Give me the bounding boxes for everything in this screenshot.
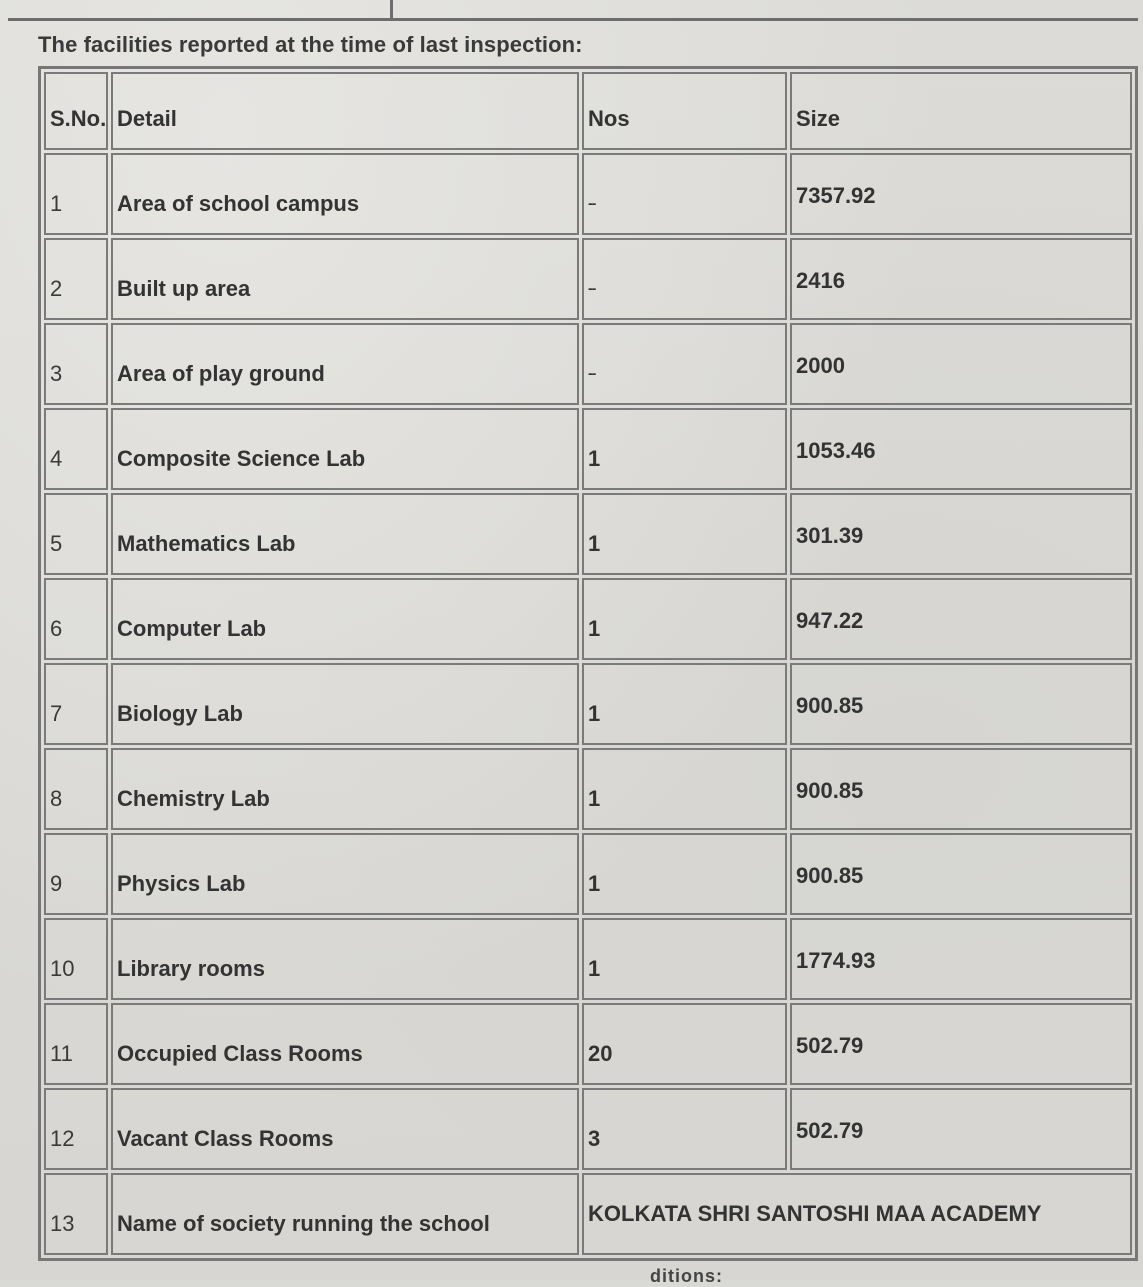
table-body: [44, 153, 1132, 1255]
cell-sno: [44, 578, 108, 660]
cell-size-text: 301.39: [796, 523, 864, 548]
society-name-text: KOLKATA SHRI SANTOSHI MAA ACADEMY: [588, 1201, 1042, 1226]
cell-detail-text: Physics Lab: [117, 871, 246, 896]
table-row: [44, 833, 1132, 915]
cell-sno: [44, 408, 108, 490]
cell-sno: [44, 918, 108, 1000]
table-row: [44, 663, 1132, 745]
cell-size: [790, 493, 1132, 575]
table-row-society: [44, 1173, 1132, 1255]
cell-nos-text: 1: [588, 616, 601, 641]
cell-detail-text: Composite Science Lab: [117, 446, 366, 471]
cell-nos-text: --: [588, 365, 596, 381]
cell-sno-text: 2: [50, 276, 63, 301]
cell-detail-text: Mathematics Lab: [117, 531, 296, 556]
cell-nos-text: 1: [588, 701, 601, 726]
table-row: [44, 493, 1132, 575]
cell-detail-text: Occupied Class Rooms: [117, 1041, 363, 1066]
cell-sno-text: 8: [50, 786, 63, 811]
cell-detail: [111, 153, 579, 235]
section-heading: The facilities reported at the time of last inspection:: [38, 32, 583, 57]
previous-table-divider: [390, 0, 393, 18]
cell-size: [790, 1003, 1132, 1085]
previous-table-edge: [8, 0, 1138, 21]
cell-size-text: 2416: [796, 268, 845, 293]
cell-size-text: 502.79: [796, 1033, 864, 1058]
cell-size-text: 947.22: [796, 608, 864, 633]
cell-size: [790, 238, 1132, 320]
cell-nos-text: 20: [588, 1041, 613, 1066]
cell-detail: [111, 493, 579, 575]
cell-sno-text: 7: [50, 701, 63, 726]
cell-size: [790, 1088, 1132, 1170]
cell-detail: [111, 1088, 579, 1170]
cell-sno: [44, 748, 108, 830]
cell-nos: [582, 578, 787, 660]
cell-sno-text: 9: [50, 871, 63, 896]
cell-detail-text: Area of school campus: [117, 191, 360, 216]
table-row: [44, 153, 1132, 235]
cell-detail-text: Built up area: [117, 276, 251, 301]
table-row: [44, 578, 1132, 660]
cell-size-text: 900.85: [796, 778, 864, 803]
cell-sno: [44, 663, 108, 745]
cell-detail: [111, 408, 579, 490]
cell-size-text: 7357.92: [796, 183, 876, 208]
cell-detail: [111, 748, 579, 830]
table-row: [44, 323, 1132, 405]
table-row: [44, 748, 1132, 830]
cell-size: [790, 153, 1132, 235]
cell-size-text: 900.85: [796, 693, 864, 718]
cell-size-text: 1774.93: [796, 948, 876, 973]
cell-nos-text: 3: [588, 1126, 601, 1151]
cell-nos-text: 1: [588, 956, 601, 981]
cell-nos: [582, 1088, 787, 1170]
cell-nos-text: --: [588, 195, 596, 211]
cell-sno-text: 1: [50, 191, 63, 216]
table-header-row: [44, 72, 1132, 150]
cell-nos: [582, 833, 787, 915]
cell-sno: [44, 153, 108, 235]
cell-nos-text: --: [588, 280, 596, 296]
header-nos: Nos: [582, 72, 787, 150]
cell-nos-text: 1: [588, 871, 601, 896]
cell-sno-text: 5: [50, 531, 63, 556]
cell-nos: [582, 408, 787, 490]
cell-detail: [111, 1003, 579, 1085]
cell-size: [790, 663, 1132, 745]
cell-detail: [111, 323, 579, 405]
cell-detail-text: Computer Lab: [117, 616, 267, 641]
cell-size: [790, 748, 1132, 830]
cell-nos: [582, 918, 787, 1000]
cell-detail: [111, 238, 579, 320]
cell-sno-text: 6: [50, 616, 63, 641]
cell-detail: [111, 578, 579, 660]
cell-nos: [582, 493, 787, 575]
cut-off-text: ditions:: [650, 1266, 723, 1286]
cell-sno-text: 4: [50, 446, 63, 471]
table-row: [44, 238, 1132, 320]
cell-detail-text: Library rooms: [117, 956, 265, 981]
cell-detail: [111, 1173, 579, 1255]
cell-sno: [44, 1003, 108, 1085]
cell-detail-text: Chemistry Lab: [117, 786, 270, 811]
cell-nos: [582, 323, 787, 405]
cell-size-text: 2000: [796, 353, 845, 378]
cell-detail-text: Name of society running the school: [117, 1211, 490, 1236]
cell-size-text: 502.79: [796, 1118, 864, 1143]
cell-society-name: [582, 1173, 1132, 1255]
cell-nos: [582, 153, 787, 235]
cell-sno: [44, 833, 108, 915]
cell-sno: [44, 1173, 108, 1255]
cell-nos: [582, 748, 787, 830]
table-row: [44, 918, 1132, 1000]
cell-size: [790, 408, 1132, 490]
facilities-table: [38, 66, 1138, 1261]
cell-size: [790, 578, 1132, 660]
header-sno: S.No.: [44, 72, 108, 150]
header-detail: Detail: [111, 72, 579, 150]
table-row: [44, 1003, 1132, 1085]
cell-nos-text: 1: [588, 786, 601, 811]
cell-sno-text: 3: [50, 361, 63, 386]
cell-sno-text: 12: [50, 1126, 75, 1151]
cell-sno-text: 10: [50, 956, 75, 981]
cell-sno-text: 11: [50, 1041, 73, 1066]
cell-sno: [44, 493, 108, 575]
cell-detail-text: Area of play ground: [117, 361, 325, 386]
cell-nos: [582, 663, 787, 745]
table-row: [44, 1088, 1132, 1170]
cell-sno: [44, 1088, 108, 1170]
cell-sno-text: 13: [50, 1211, 75, 1236]
cell-nos: [582, 1003, 787, 1085]
cell-size-text: 900.85: [796, 863, 864, 888]
cell-detail: [111, 663, 579, 745]
cell-size: [790, 833, 1132, 915]
cell-size: [790, 918, 1132, 1000]
cell-nos-text: 1: [588, 446, 601, 471]
cell-sno: [44, 238, 108, 320]
cell-size: [790, 323, 1132, 405]
cell-nos: [582, 238, 787, 320]
cell-nos-text: 1: [588, 531, 601, 556]
cell-size-text: 1053.46: [796, 438, 876, 463]
cell-detail-text: Biology Lab: [117, 701, 243, 726]
cell-detail-text: Vacant Class Rooms: [117, 1126, 334, 1151]
table-row: [44, 408, 1132, 490]
header-size: Size: [790, 72, 1132, 150]
cell-sno: [44, 323, 108, 405]
cell-detail: [111, 918, 579, 1000]
cell-detail: [111, 833, 579, 915]
